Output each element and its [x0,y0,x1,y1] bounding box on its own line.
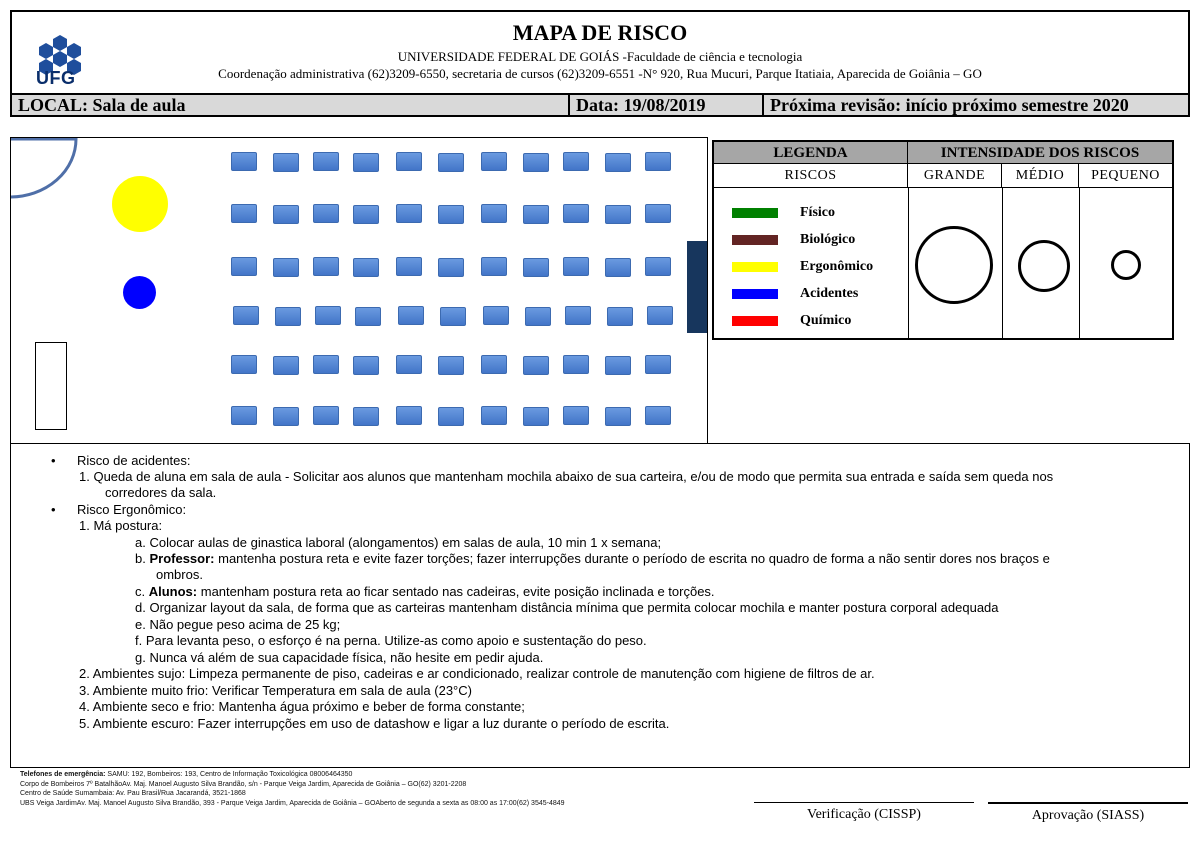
page-subtitle: UNIVERSIDADE FEDERAL DE GOIÁS -Faculdade de ciência e tecnologia [397,49,803,64]
student-desk [275,307,301,326]
student-desk [481,257,507,276]
student-desk [605,407,631,426]
info-bar [10,93,1190,117]
student-desk [483,306,509,325]
local-field: LOCAL: Sala de aula [12,95,570,115]
legend-item-ergonomico: Ergonômico [732,259,873,275]
green-swatch-icon [732,208,778,218]
student-desk [233,306,259,325]
student-desk [563,204,589,223]
footer-line-1: Telefones de emergência: SAMU: 192, Bombeiros: 193, Centro de Informação Toxicológica 08006464350 [20,771,353,778]
note-accident-1-cont: corredores da sala. [105,485,217,500]
medium-circle-icon [1018,240,1070,292]
logo-text: UFG [36,68,76,88]
student-desk [315,306,341,325]
emergency-contacts [20,770,565,808]
student-desk [438,205,464,224]
student-desk [605,205,631,224]
blue-swatch-icon [732,289,778,299]
note-ergonomic-heading: • Risco Ergonômico: [77,502,186,519]
student-desk [273,153,299,172]
page-title: MAPA DE RISCO [512,20,688,45]
student-desk [396,406,422,425]
student-desk [481,152,507,171]
teacher-table [35,342,67,430]
student-desk [355,307,381,326]
intensity-header: INTENSIDADE DOS RISCOS [940,145,1140,161]
document-header [10,10,1190,93]
student-desk [523,258,549,277]
student-desk [523,356,549,375]
note-accident-1: 1. Queda de aluna em sala de aula - Solicitar aos alunos que mantenham mochila abaixo de sua carteira, e/ou de modo que permita sua entrada e saída sem queda nos [79,469,1054,484]
student-desk [398,306,424,325]
student-desk [313,406,339,425]
student-desk [525,307,551,326]
note-b: b. Professor: mantenha postura reta e evite fazer torções; fazer interrupções durante o período de escrita no quadro de forma a não sentir dores nos braços e [135,551,1050,566]
student-desk [440,307,466,326]
student-desk [231,355,257,374]
student-desk [645,152,671,171]
student-desk [313,204,339,223]
student-desk [605,356,631,375]
student-desk [481,406,507,425]
approval-signature: Aprovação (SIASS) [988,802,1188,824]
student-desk [353,153,379,172]
footer-line-4: UBS Veiga JardimAv. Maj. Manoel Augusto Silva Brandão, 393 - Parque Veiga Jardim, Aparecida de Goiânia – GOAberto de segunda a sexta as 08:00 as 17:00(62) 3545-4849 [20,799,565,807]
large-circle-icon [915,226,993,304]
legend-table [712,140,1174,340]
student-desk [563,355,589,374]
student-desk [231,152,257,171]
student-desk [313,355,339,374]
small-circle-icon [1111,250,1141,280]
student-desk [438,407,464,426]
legend-item-acidentes: Acidentes [732,286,858,302]
student-desk [605,258,631,277]
student-desk [645,406,671,425]
note-f: f. Para levanta peso, o esforço é na perna. Utilize-as como apoio e sustentação do peso. [135,633,647,648]
col-medio: MÉDIO [1002,164,1079,187]
legend-item-fisico: Físico [732,205,835,221]
student-desk [396,152,422,171]
student-desk [645,355,671,374]
date-field: Data: 19/08/2019 [570,95,764,115]
note-c: c. Alunos: mantenham postura reta ao ficar sentado nas cadeiras, evite posição inclinada e torções. [135,584,715,599]
footer-line-2: Corpo de Bombeiros 7º BatalhãoAv. Maj. Manoel Augusto Silva Brandão, s/n - Parque Veiga Jardim, Aparecida de Goiânia – GO(62) 3201-2208 [20,780,467,788]
student-desk [438,258,464,277]
legend-item-biologico: Biológico [732,232,855,248]
student-desk [607,307,633,326]
student-desk [313,257,339,276]
footer-line-3: Centro de Saúde Sumambaia: Av. Pau Brasil/Rua Jacarandá, 3521-1868 [20,790,246,797]
student-desk [231,257,257,276]
student-desk [231,204,257,223]
accident-risk-marker [123,276,156,309]
student-desk [313,152,339,171]
student-desk [438,356,464,375]
student-desk [523,205,549,224]
room-map [10,137,708,444]
door-icon [10,137,80,199]
student-desk [273,407,299,426]
student-desk [645,257,671,276]
note-ergonomic-1: 1. Má postura: [79,518,163,533]
note-g: g. Nunca vá além de sua capacidade física, não hesite em pedir ajuda. [135,650,544,665]
col-pequeno: PEQUENO [1091,168,1160,183]
student-desk [563,152,589,171]
ergonomic-risk-marker [112,176,168,232]
student-desk [565,306,591,325]
student-desk [647,306,673,325]
student-desk [645,204,671,223]
col-grande: GRANDE [908,164,1002,187]
student-desk [353,356,379,375]
brown-swatch-icon [732,235,778,245]
whiteboard [687,241,707,333]
student-desk [396,355,422,374]
student-desk [353,258,379,277]
student-desk [396,204,422,223]
student-desk [523,407,549,426]
note-b-cont: ombros. [156,567,203,582]
address-line: Coordenação administrativa (62)3209-6550, secretaria de cursos (62)3209-6551 -N° 920, Rua Mucuri, Parque Itatiaia, Aparecida de Goiânia – GO [218,66,982,81]
note-4: 4. Ambiente seco e frio: Mantenha água próximo e beber de forma constante; [79,699,525,714]
note-2: 2. Ambientes sujo: Limpeza permanente de piso, cadeiras e ar condicionado, realizar controle de manutenção com higiene de filtros de ar. [79,666,875,681]
revision-field: Próxima revisão: início próximo semestre 2020 [770,95,1129,115]
student-desk [481,204,507,223]
student-desk [563,406,589,425]
student-desk [353,205,379,224]
legend-item-quimico: Químico [732,313,851,329]
note-d: d. Organizar layout da sala, de forma que as carteiras mantenham distância mínima que permita colocar mochila e manter postura corporal adequada [135,600,999,615]
student-desk [605,153,631,172]
col-riscos: RISCOS [714,164,908,187]
student-desk [273,205,299,224]
note-e: e. Não pegue peso acima de 25 kg; [135,617,341,632]
red-swatch-icon [732,316,778,326]
yellow-swatch-icon [732,262,778,272]
note-a: a. Colocar aulas de ginastica laboral (alongamentos) em salas de aula, 10 min 1 x semana; [135,535,662,550]
student-desk [563,257,589,276]
student-desk [396,257,422,276]
student-desk [353,407,379,426]
student-desk [523,153,549,172]
note-accidents-heading: • Risco de acidentes: [77,453,190,470]
student-desk [231,406,257,425]
note-5: 5. Ambiente escuro: Fazer interrupções em uso de datashow e ligar a luz durante o período de escrita. [79,716,670,731]
legend-header: LEGENDA [714,142,908,163]
student-desk [273,356,299,375]
note-3: 3. Ambiente muito frio: Verificar Temperatura em sala de aula (23°C) [79,683,472,698]
student-desk [438,153,464,172]
verification-signature: Verificação (CISSP) [754,802,974,823]
risk-notes [10,443,1190,768]
student-desk [481,355,507,374]
student-desk [273,258,299,277]
